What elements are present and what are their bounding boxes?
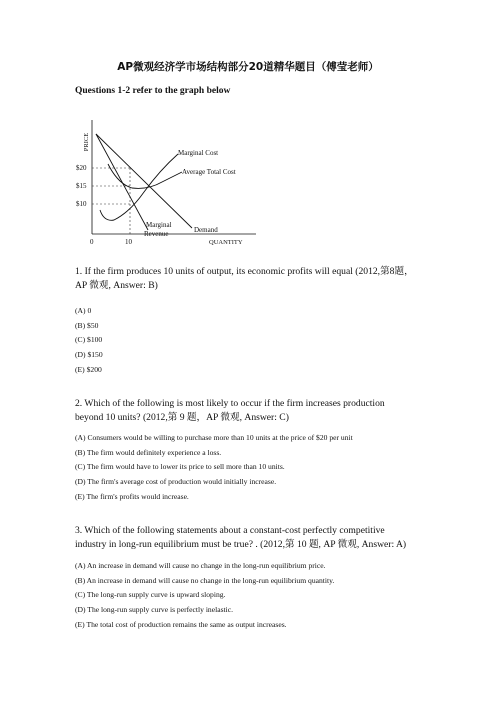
question-1-option-d: (D) $150 (75, 350, 103, 360)
demand-label: Demand (194, 226, 218, 234)
mr-label-line2: Revenue (144, 230, 169, 238)
question-2-line-2: beyond 10 units? (2012,第 9 题，AP 微观, Answer: C) (75, 412, 289, 423)
y-tick-20: $20 (76, 164, 87, 172)
mc-label: Marginal Cost (178, 149, 219, 157)
question-2-option-e: (E) The firm's profits would increase. (75, 491, 189, 501)
question-1-line-1: 1. If the firm produces 10 units of output, its economic profits will equal (2012,第8题， (75, 266, 414, 277)
x-tick-0: 0 (90, 238, 94, 246)
question-1-option-a: (A) 0 (75, 306, 92, 315)
y-tick-10: $10 (76, 200, 87, 208)
question-2-option-b: (B) The firm would definitely experience a loss. (75, 447, 222, 457)
x-tick-10: 10 (125, 238, 132, 246)
question-3-option-b: (B) An increase in demand will cause no change in the long-run equilibrium quantity. (75, 575, 335, 585)
question-1-option-c: (C) $100 (75, 335, 103, 345)
question-2-stem (75, 397, 435, 425)
y-axis-label: PRICE (83, 132, 90, 152)
x-axis-label: QUANTITY (209, 239, 243, 246)
question-1-option-b: (B) $50 (75, 320, 99, 330)
question-3-option-d: (D) The long-run supply curve is perfectly inelastic. (75, 605, 234, 615)
atc-label: Average Total Cost (182, 168, 236, 176)
question-2-options (75, 431, 435, 504)
graph-svg (74, 112, 264, 262)
y-tick-15: $15 (76, 182, 87, 190)
cost-revenue-graph (74, 112, 264, 262)
question-2-option-d: (D) The firm's average cost of production would initially increase. (75, 477, 277, 487)
page-title: AP微观经济学市场结构部分20道精华题目（傅莹老师） (117, 61, 379, 73)
question-3-option-e: (E) The total cost of production remains the same as output increases. (75, 619, 287, 629)
question-1-line-2: AP 微观, Answer: B) (75, 280, 158, 291)
question-3-line-1: 3. Which of the following statements about a constant-cost perfectly competitive (75, 525, 385, 536)
graph-intro: Questions 1-2 refer to the graph below (75, 86, 231, 96)
question-3-line-2: industry in long-run equilibrium must be true? . (2012,第 10 题, AP 微观, Answer: A) (75, 539, 407, 550)
question-1-stem (75, 265, 435, 293)
mr-label-line1: Marginal (146, 221, 172, 229)
marginal-cost-curve (100, 154, 178, 220)
question-2-option-c: (C) The firm would have to lower its price to sell more than 10 units. (75, 462, 285, 472)
question-1-options (75, 304, 435, 377)
question-3-options (75, 559, 435, 632)
question-3-option-c: (C) The long-run supply curve is upward sloping. (75, 590, 226, 600)
question-1-option-e: (E) $200 (75, 364, 102, 374)
question-2-line-1: 2. Which of the following is most likely to occur if the firm increases production (75, 398, 385, 409)
question-3-option-a: (A) An increase in demand will cause no change in the long-run equilibrium price. (75, 561, 326, 570)
question-3-stem (75, 524, 435, 552)
question-2-option-a: (A) Consumers would be willing to purchase more than 10 units at the price of $20 per unit (75, 433, 353, 442)
